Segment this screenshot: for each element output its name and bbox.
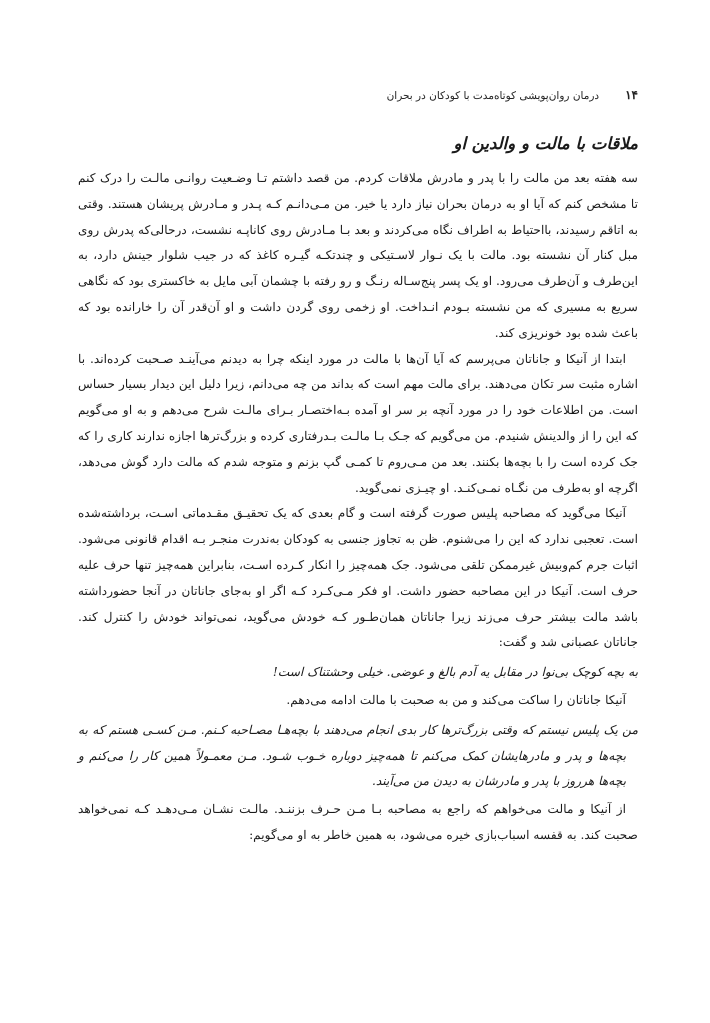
paragraph: از آنیکا و مالت می‌خواهم که راجع به مصاحبه بـا مـن حـرف بزننـد. مالـت نشـان مـی‌دهـد کـه نمی‌خواهد صحبت کند. به قفسه اسباب‌بازی خیره می‌شود، به همین خاطر به او می‌گویم: bbox=[78, 802, 638, 842]
page-number: ۱۴ bbox=[625, 88, 638, 102]
running-header bbox=[78, 88, 638, 106]
paragraph: سه هفته بعد من مالت را با پدر و مادرش ملاقات کردم. من قصد داشتم تـا وضـعیت روانـی مالـت را درک کنم تا مشخص کنم که آیا او به درمان بحران نیاز دارد یا خیر. من مـی‌دانـم کـه پـدر و مـادرش پریشان هستند. وقتی به اتاقم رسیدند، بااحتیاط به اطراف نگاه می‌کردند و بعد بـا مـادرش روی کاناپـه نشست، درحالی‌که پدرش روی مبل کنار آن نشسته بود. مالت با یک نـوار لاسـتیکی و چندتکـه گیـره کاغذ که در جیب شلوار جینش دارد، به این‌طرف و آن‌طرف می‌رود. او یک پسر پنج‌سـاله رنـگ و رو رفته با چشمان آبی مایل به خاکستری بود که نگاهی سریع به مسیری که من نشسته بـودم انـداخت. او زخمی روی گردن داشت و او آن‌قدر آن را خارانده بود که باعث شده بود خونریزی کند. bbox=[78, 171, 638, 340]
paragraph: آنیکا جاناتان را ساکت می‌کند و من به صحبت با مالت ادامه می‌دهم. bbox=[286, 692, 626, 707]
book-page bbox=[78, 88, 638, 849]
running-title: درمان روان‌پویشی کوتاه‌مدت با کودکان در بحران bbox=[386, 90, 600, 102]
paragraph: ابتدا از آنیکا و جاناتان می‌پرسم که آیا آن‌ها با مالت در مورد اینکه چرا به دیدنم می‌آینـد صـحبت کرده‌اند. با اشاره مثبت سر تکان می‌دهند. برای مالت مهم است که بداند من چه می‌دانم، زیرا دلیل این دیدار بسیار حساس است. من اطلاعات خود را در مورد آنچه بر سر او آمده بـه‌اختصـار بـرای مالـت شرح می‌دهم و به او می‌گویم که این را از والدینش شنیدم. من می‌گویم که جـک بـا مالـت بـدرفتاری کرده و بزرگ‌ترها اجازه ندارند کاری را که جک کرده است را با بچه‌ها بکنند. بعد من مـی‌روم تا کمـی گپ بزنم و متوجه شدم که مالت دارد گوش می‌دهد، اگرچه او به‌طرف من نگـاه نمـی‌کنـد. او چیـزی نمی‌گوید. bbox=[78, 351, 638, 495]
paragraph: آنیکا می‌گوید که مصاحبه پلیس صورت گرفته است و گام بعدی که یک تحقیـق مقـدماتی اسـت، برداشته‌شده است. تعجبی ندارد که این را می‌شنوم. ظن به تجاوز جنسی به کودکان به‌ندرت منجـر بـه اقدام قانونی می‌شود. اثبات جرم کم‌وبیش غیرممکن تلقی می‌شود. جک همه‌چیز را انکار کـرده اسـت، بنابراین همه‌چیز تنها حرف علیه حرف است. آنیکا در این مصاحبه حضور داشت. او فکر مـی‌کـرد کـه اگر او به‌جای جاناتان در آنجا حضورداشته باشد مالت بیشتر حرف می‌زند زیرا جاناتان همان‌طـور کـه خودش می‌گوید، نمی‌تواند خودش را کنترل کند. جاناتان عصبانی شد و گفت: bbox=[78, 506, 638, 650]
quote: به بچه کوچک بی‌نوا در مقابل یه آدم بالغ و عوضی. خیلی وحشتناک است! bbox=[272, 665, 638, 680]
quote: من یک پلیس نیستم که وقتی بزرگ‌ترها کار بدی انجام می‌دهند با بچه‌هـا مصـاحبه کـنم. مـن کسـی هستم که به بچه‌ها و پدر و مادرهایشان کمک می‌کنم تا همه‌چیز دوباره خـوب شـود. مـن معمـولاً همین کار را می‌کنم و بچه‌ها هرروز با پدر و مادرشان به دیدن من می‌آیند. bbox=[78, 722, 638, 789]
section-heading: ملاقات با مالت و والدین او bbox=[453, 134, 638, 153]
